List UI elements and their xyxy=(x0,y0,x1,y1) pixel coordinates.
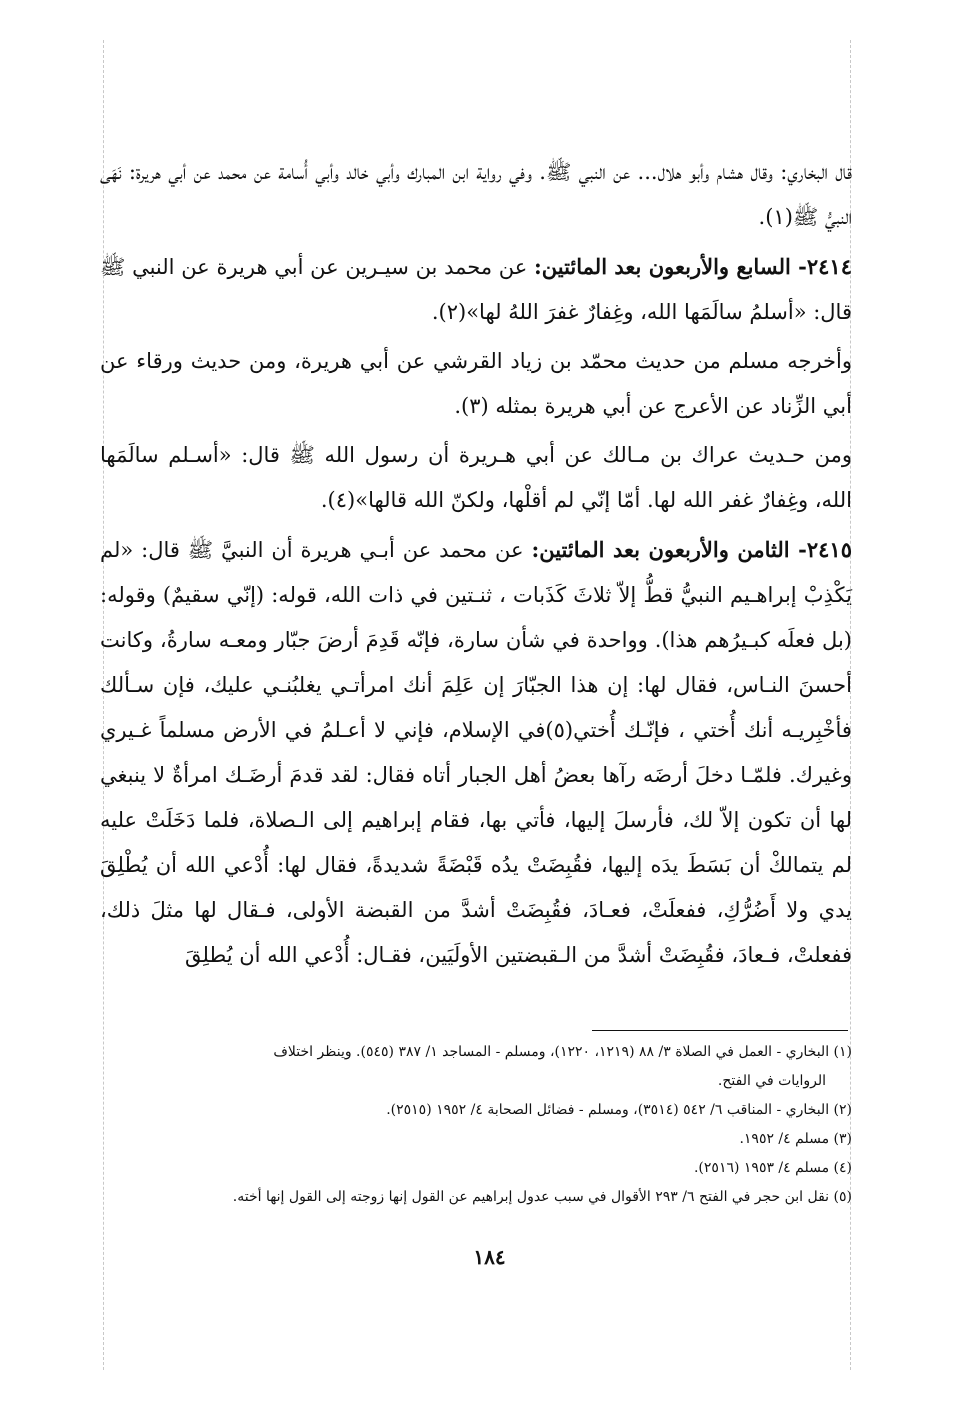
footnote-separator xyxy=(592,1030,848,1031)
footnote-line: (٣) مسلم ٤/ ١٩٥٢. xyxy=(739,1131,852,1147)
footnotes xyxy=(100,1038,852,1212)
text-line: وأبي خالد وأبي أُسامة عن محمد عن أبي هريرة: نَهَى النبيُّ ﷺ(١). xyxy=(100,160,852,229)
text-line: الإسلام، فإني لا أعـلمُ في الأرض مسلماً غـيري وغيرك. فلمّـا دخلَ أرضَه رآها xyxy=(100,718,852,787)
text-line: عن محمد عن أبـي هريرة أن النبيَّ ﷺ xyxy=(187,538,524,562)
footnote-line: (٥) نقل ابن حجر في الفتح ٦/ ٢٩٣ الأقوال في سبب عدول إبراهيم عن القول إنها زوجته إلى القول إنها أخته. xyxy=(232,1189,852,1205)
text-line: قال البخاري: وقال هشام وأبو هلال... عن النبي ﷺ. وفي رواية ابن المبارك xyxy=(407,160,852,184)
footnote-line: الروايات في الفتح. xyxy=(717,1073,826,1089)
footnote xyxy=(100,1183,852,1212)
paragraph xyxy=(100,527,852,978)
text-line: سالَمَها الله، وغِفارٌ غفر الله لها. أمّا إنّي لم أقلْها، ولكنّ الله قالها»(٤). xyxy=(100,443,852,512)
footnote xyxy=(100,1038,852,1067)
text-line: أَضُرُّكِ، ففعلَتْ، فعـادَ، فقُبِضَتْ أشدَّ من القبضة الأولى، فـقال لها مثلَ ذلك، xyxy=(100,898,776,922)
page-number: ١٨٤ xyxy=(473,1245,506,1269)
text-line: عن النبي ﷺ قال: «أسلمُ سالَمَها الله، وغِفارٌ غفرَ اللهُ لها»(٢). xyxy=(100,255,852,324)
main-text xyxy=(100,150,852,982)
footnote xyxy=(100,1154,852,1183)
footnote xyxy=(100,1096,852,1125)
text-line: فأرسلَ إليها، فأتي بها، فقام إبراهيم إلى الـصلاة، فلما دَخَلَتْ عليه لم يتمالكْ أن xyxy=(100,808,852,877)
footnote xyxy=(100,1125,852,1154)
text-line: أنك امرأتـي يغلبُنـي عليك، فإن سـألك فأخْبِريـه أنك أُختي ، فإنّـك أُختي(٥)في xyxy=(100,673,852,742)
text-line: وأخرجه مسلم من حديث محمّد بن زياد القرشي عن أبي هريرة، ومن حديث xyxy=(190,349,852,373)
footnote-line: (١) البخاري - العمل في الصلاة ٣/ ٨٨ (١٢١٩، ١٢٢٠)، ومسلم - المساجد ١/ ٣٨٧ (٥٤٥). وينظر اختلاف xyxy=(273,1044,852,1060)
text-line: (إنّي سقيمٌ) وقوله: (بل فعلَه كبـيرُهم هذا). وواحدة في شأن سارة، فإنّه قَدِمَ xyxy=(100,583,853,652)
text-line: بعضُ أهل الجبار أتاه فقال: لقد قدمَ أرضَـك امرأةٌ لا ينبغي لها أن تكون إلاّ لك، xyxy=(100,763,852,832)
footnote-line: (٤) مسلم ٤/ ١٩٥٣ (٢٥١٦). xyxy=(693,1160,852,1176)
footnote-continuation xyxy=(100,1067,852,1096)
text-line: بَسَطَ يدَه إليها، فقُبِضَتْ يدُه قَبْضَةً شديدةً، فقال لها: أُدْعي الله أن يُطْلِقَ يدي ولا xyxy=(100,853,852,922)
text-line: قال: «لم يَكْذِبْ إبراهـيم النبيُّ قطُّ إلاّ ثلاثَ كَذَبات ، ثنـتين في ذات الله، قوله: xyxy=(100,538,852,607)
text-line: ومن حـديث عراك بن مـالك عن أبي هـريرة أن رسول الله ﷺ قال: «أسـلم xyxy=(168,443,852,467)
paragraph xyxy=(100,433,852,523)
hadith-heading: ٢٤١٥- الثامن والأربعون بعد المائتين: xyxy=(531,537,852,562)
paragraph xyxy=(100,244,852,335)
text-line: عن محمد بن سيـرين عن أبي هريرة xyxy=(216,255,528,279)
text-line: أرضَ جبّار ومعـه سارةُ، وكانت أحسنَ النـاس، فقال لها: إن هذا الجبّارَ إن عَلِمَ xyxy=(100,628,852,697)
hadith-heading: ٢٤١٤- السابع والأربعون بعد المائتين: xyxy=(534,254,852,279)
paragraph xyxy=(100,339,852,429)
footnote-line: (٢) البخاري - المناقب ٦/ ٥٤٢ (٣٥١٤)، ومسلم - فضائل الصحابة ٤/ ١٩٥٢ (٢٥١٥). xyxy=(386,1102,852,1118)
text-line: ففعلتْ، فـعادَ، فقُبِضَتْ أشدَّ من الـقبضتين الأولَيَين، فقـال: أُدْعي الله أن يُطلِقَ xyxy=(185,943,852,967)
paragraph xyxy=(100,150,852,240)
text-line: ورقاء عن أبي الزِّناد عن الأعرج عن أبي هريرة بمثله (٣). xyxy=(100,349,852,418)
